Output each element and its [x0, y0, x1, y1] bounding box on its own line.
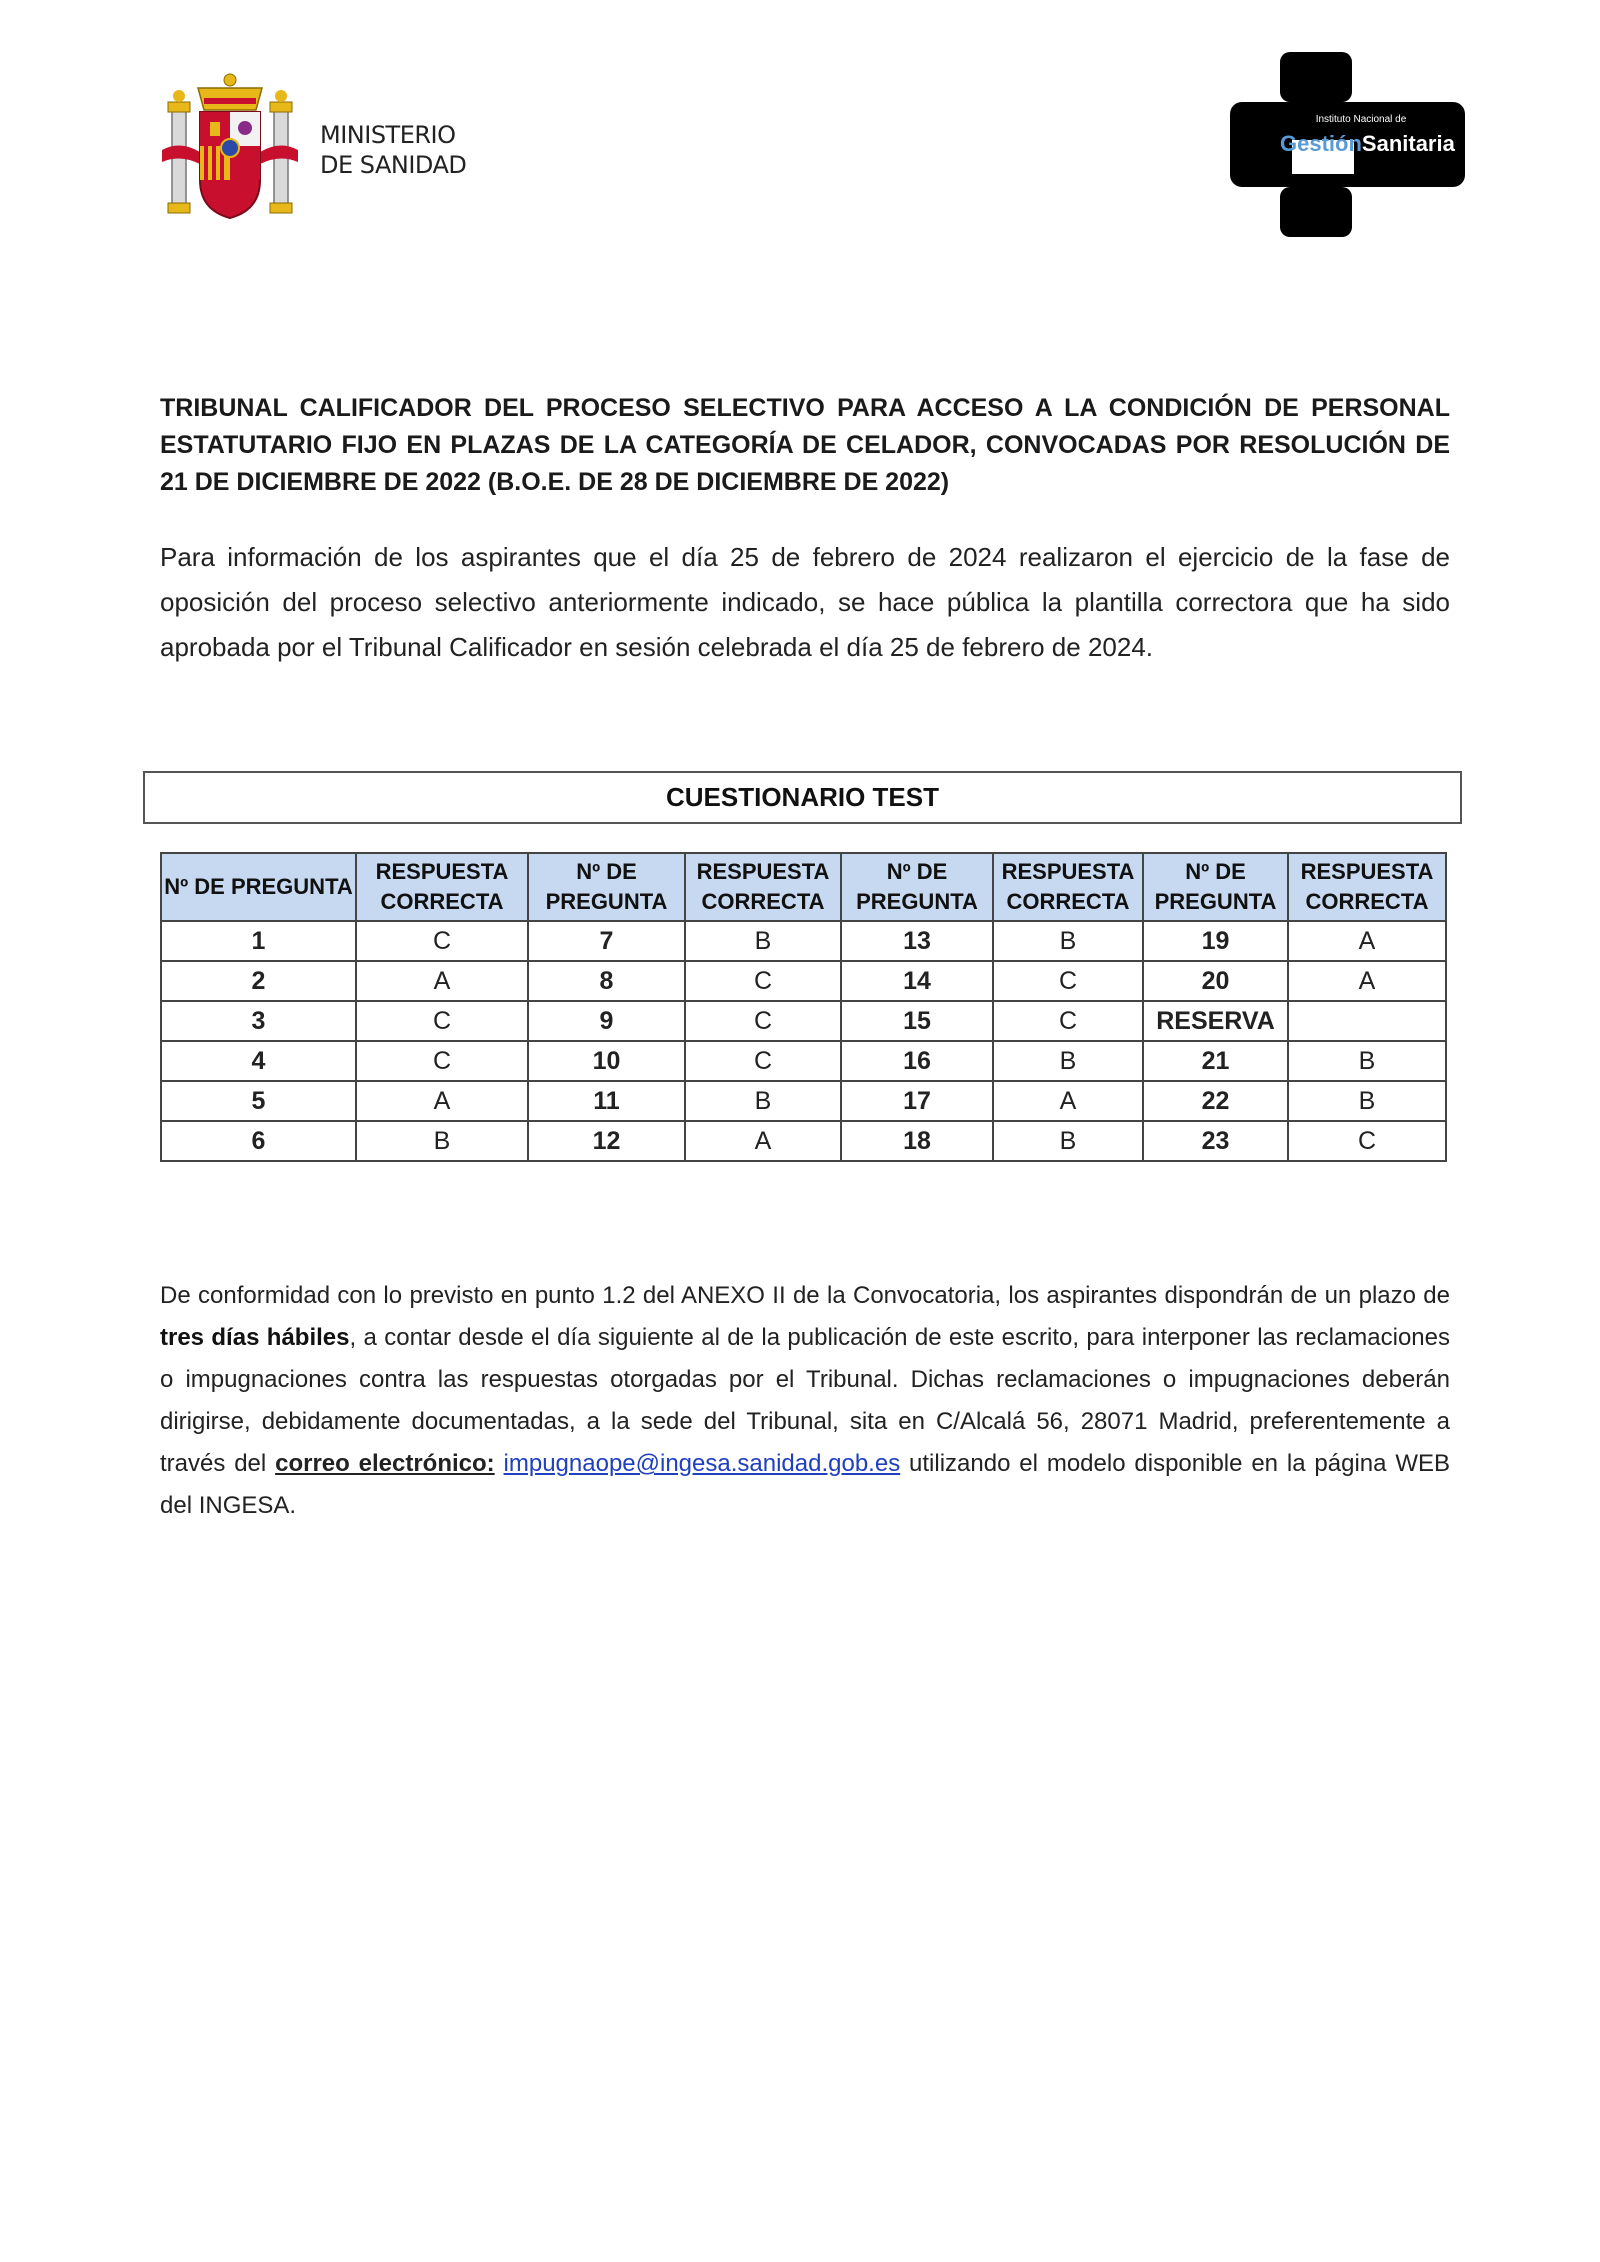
test-title-box: [143, 771, 1462, 824]
ingesa-sanitaria: Sanitaria: [1361, 131, 1455, 156]
ministry-logo: [160, 70, 480, 230]
question-number: 16: [841, 1041, 993, 1081]
question-number: 2: [161, 961, 356, 1001]
answer-cell: C: [356, 1001, 528, 1041]
question-number: 3: [161, 1001, 356, 1041]
question-number: 17: [841, 1081, 993, 1121]
question-number: 14: [841, 961, 993, 1001]
answer-cell: B: [356, 1121, 528, 1161]
header-correct-answer: RESPUESTA CORRECTA: [993, 853, 1143, 921]
answer-cell: C: [1288, 1121, 1446, 1161]
ingesa-gestion: Gestión: [1280, 131, 1362, 156]
coat-of-arms-icon: [160, 70, 300, 230]
test-title: CUESTIONARIO TEST: [665, 782, 939, 812]
answer-cell: B: [685, 1081, 841, 1121]
question-number: 1: [161, 921, 356, 961]
question-number: 23: [1143, 1121, 1288, 1161]
ministry-name-line1: MINISTERIO: [320, 121, 456, 149]
answer-cell: C: [685, 1001, 841, 1041]
answer-cell: A: [1288, 961, 1446, 1001]
table-row: [161, 1081, 1446, 1121]
table-row: [161, 1121, 1446, 1161]
answer-cell: A: [993, 1081, 1143, 1121]
question-number: 9: [528, 1001, 685, 1041]
question-number: 19: [1143, 921, 1288, 961]
header-question-number: Nº DE PREGUNTA: [161, 853, 356, 921]
answer-cell: C: [685, 961, 841, 1001]
header-correct-answer: RESPUESTA CORRECTA: [356, 853, 528, 921]
closing-text-part1: De conformidad con lo previsto en punto 1.2 del ANEXO II de la Convocatoria, los aspirantes dispondrán de un plazo de: [160, 1282, 1450, 1309]
table-header-row: [161, 853, 1446, 921]
answer-cell: C: [685, 1041, 841, 1081]
answer-cell: B: [1288, 1081, 1446, 1121]
email-label: correo electrónico:: [275, 1450, 495, 1477]
question-number: 20: [1143, 961, 1288, 1001]
answer-cell: C: [993, 1001, 1143, 1041]
answers-table: [160, 852, 1447, 1162]
ingesa-name: [1280, 130, 1455, 158]
document-title: TRIBUNAL CALIFICADOR DEL PROCESO SELECTIVO PARA ACCESO A LA CONDICIÓN DE PERSONAL ESTATUTARIO FIJO EN PLAZAS DE LA CATEGORÍA DE CELADOR, CONVOCADAS POR RESOLUCIÓN DE 21 DE DICIEMBRE DE 2022 (B.O.E. DE 28 DE DICIEMBRE DE 2022): [160, 394, 1450, 496]
question-number: 5: [161, 1081, 356, 1121]
header-correct-answer: RESPUESTA CORRECTA: [685, 853, 841, 921]
header-question-number: Nº DE PREGUNTA: [1143, 853, 1288, 921]
answer-cell: A: [1288, 921, 1446, 961]
question-number: 6: [161, 1121, 356, 1161]
answer-cell: C: [993, 961, 1143, 1001]
question-number: 15: [841, 1001, 993, 1041]
answer-cell: B: [993, 1121, 1143, 1161]
answer-cell: C: [356, 1041, 528, 1081]
answer-cell: B: [685, 921, 841, 961]
deadline-bold: tres días hábiles: [160, 1324, 350, 1351]
table-row: [161, 1001, 1446, 1041]
intro-paragraph: Para información de los aspirantes que el día 25 de febrero de 2024 realizaron el ejercicio de la fase de oposición del proceso selectivo anteriormente indicado, se hace pública la plantilla correctora que ha sido aprobada por el Tribunal Calificador en sesión celebrada el día 25 de febrero de 2024.: [160, 542, 1450, 662]
question-number: 11: [528, 1081, 685, 1121]
closing-paragraph: [160, 1275, 1450, 1527]
answer-cell: A: [356, 961, 528, 1001]
ministry-name: [320, 120, 466, 180]
question-number: 22: [1143, 1081, 1288, 1121]
reserve-label: RESERVA: [1143, 1001, 1288, 1041]
answer-cell: B: [993, 1041, 1143, 1081]
closing-text-part3: utilizando el modelo disponible en la página WEB del INGESA.: [160, 1450, 1450, 1519]
answer-cell: C: [356, 921, 528, 961]
answer-cell: B: [993, 921, 1143, 961]
table-row: [161, 961, 1446, 1001]
ministry-name-line2: DE SANIDAD: [320, 151, 467, 179]
header-question-number: Nº DE PREGUNTA: [528, 853, 685, 921]
answer-cell: A: [685, 1121, 841, 1161]
closing-text-part2: , a contar desde el día siguiente al de la publicación de este escrito, para interponer las reclamaciones o impugnaciones contra las respuestas otorgadas por el Tribunal. Dichas reclamaciones o impugnaciones deberán dirigirse, debidamente documentadas, a la sede del Tribunal, sita en C/Alcalá 56, 28071 Madrid, preferentemente a través del: [160, 1324, 1450, 1477]
answer-cell: B: [1288, 1041, 1446, 1081]
ingesa-text: [1280, 114, 1455, 174]
question-number: 7: [528, 921, 685, 961]
header-correct-answer: RESPUESTA CORRECTA: [1288, 853, 1446, 921]
answer-cell: A: [356, 1081, 528, 1121]
question-number: 4: [161, 1041, 356, 1081]
question-number: 21: [1143, 1041, 1288, 1081]
answer-cell: [1288, 1001, 1446, 1041]
question-number: 10: [528, 1041, 685, 1081]
table-row: [161, 1041, 1446, 1081]
ingesa-logo: [1230, 52, 1465, 237]
question-number: 18: [841, 1121, 993, 1161]
ingesa-subtitle: Instituto Nacional de: [1315, 114, 1407, 125]
question-number: 8: [528, 961, 685, 1001]
email-link[interactable]: impugnaope@ingesa.sanidad.gob.es: [503, 1450, 901, 1477]
table-row: [161, 921, 1446, 961]
question-number: 13: [841, 921, 993, 961]
question-number: 12: [528, 1121, 685, 1161]
header-question-number: Nº DE PREGUNTA: [841, 853, 993, 921]
